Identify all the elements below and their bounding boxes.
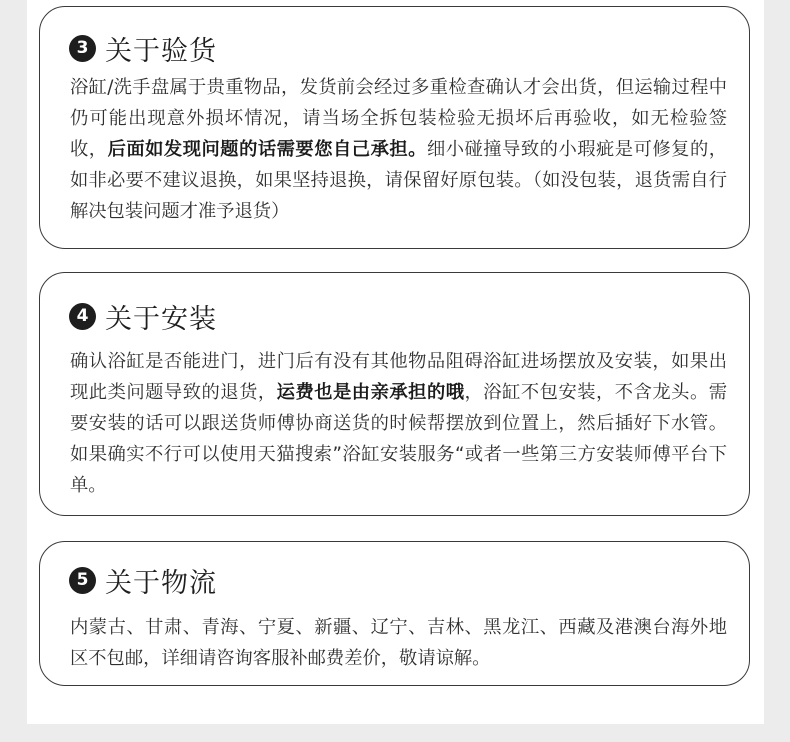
body-text-emphasis: 运费也是由亲承担的哦 bbox=[276, 382, 465, 403]
section-body bbox=[70, 612, 727, 674]
number-badge: 4 bbox=[69, 303, 96, 330]
section-card-inspection bbox=[39, 6, 750, 249]
body-text: ，浴缸不包安装，不含龙头。需要安装的话可以跟送货师傅协商送货的时候帮摆放到位置上，然后插好下水管。如果确实不行可以使用天猫搜索”浴缸安装服务“或者一些第三方安装师傅平台下单。 bbox=[70, 382, 728, 496]
body-text: 确认浴缸是否能进门，进门后有没有其他物品阻碍浴缸进场摆放及安装，如果出现此类问题导致的退货， bbox=[70, 351, 727, 403]
section-title: 关于物流 bbox=[105, 567, 217, 599]
section-card-logistics bbox=[39, 541, 750, 686]
section-card-installation bbox=[39, 272, 750, 516]
section-heading bbox=[69, 30, 217, 66]
body-text-emphasis: 后面如发现问题的话需要您自己承担。 bbox=[107, 139, 427, 160]
section-body bbox=[70, 346, 727, 501]
number-badge: 3 bbox=[69, 35, 96, 62]
section-body bbox=[70, 72, 727, 227]
body-text: 内蒙古、甘肃、青海、宁夏、新疆、辽宁、吉林、黑龙江、西藏及港澳台海外地区不包邮，详细请咨询客服补邮费差价，敬请谅解。 bbox=[70, 617, 727, 669]
number-badge: 5 bbox=[69, 567, 96, 594]
section-title: 关于安装 bbox=[105, 303, 217, 335]
body-text: 细小碰撞导致的小瑕疵是可修复的，如非必要不建议退换，如果坚持退换，请保留好原包装。（如没包装，退货需自行解决包装问题才准予退货） bbox=[70, 139, 728, 222]
section-title: 关于验货 bbox=[105, 35, 217, 67]
section-heading bbox=[69, 562, 217, 598]
body-text: 浴缸/洗手盘属于贵重物品，发货前会经过多重检查确认才会出货，但运输过程中仍可能出现意外损坏情况，请当场全拆包装检验无损坏后再验收，如无检验签收， bbox=[70, 77, 727, 160]
section-heading bbox=[69, 298, 217, 334]
